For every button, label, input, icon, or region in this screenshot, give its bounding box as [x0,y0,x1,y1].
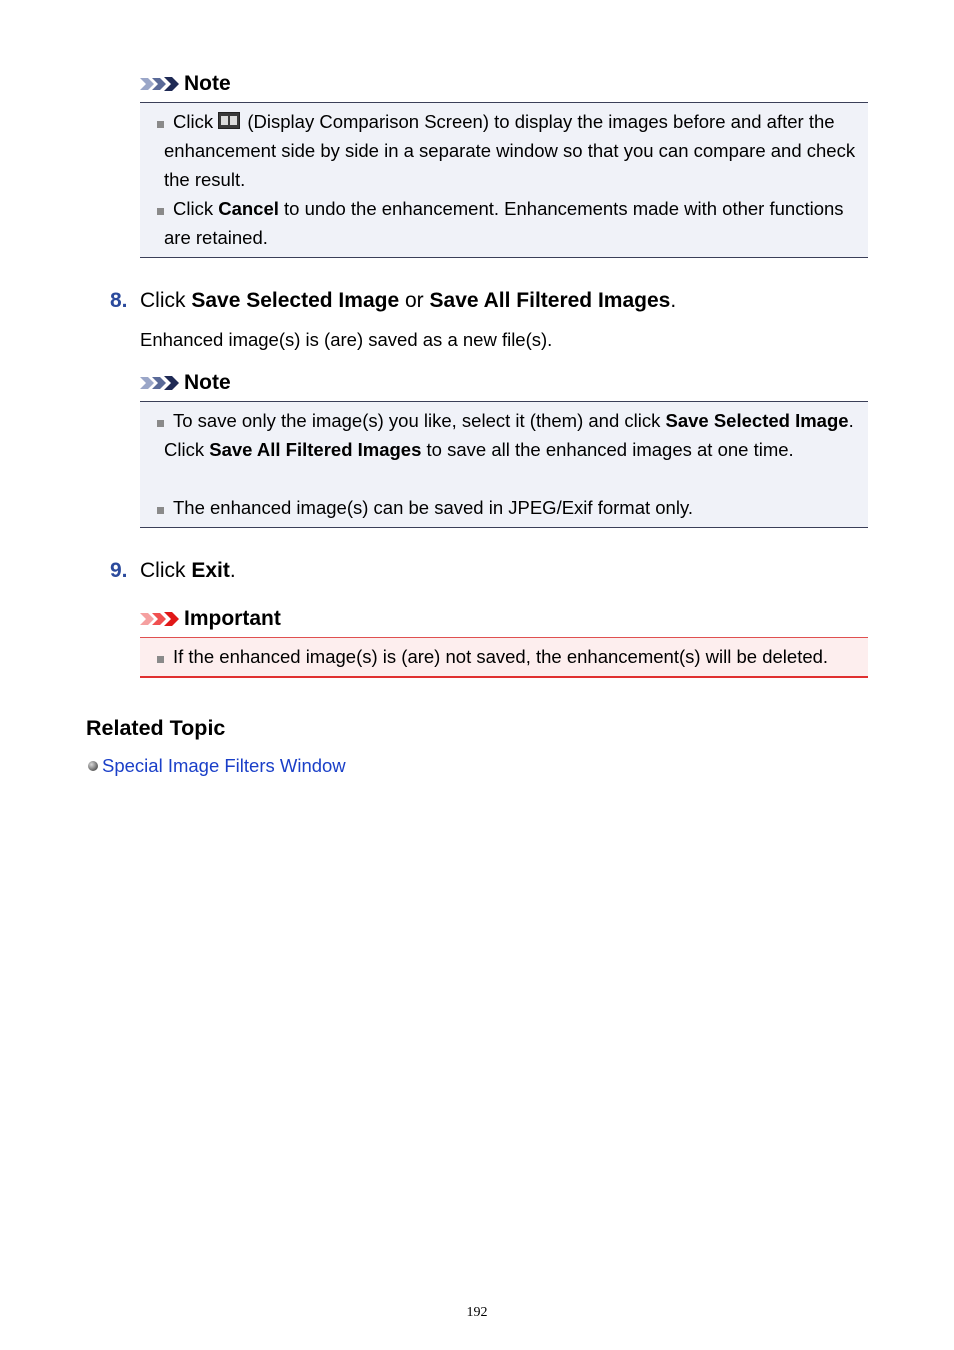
note-header [140,71,231,97]
note-box [140,401,868,528]
note-chevrons-icon [140,76,180,92]
bullet-icon [157,507,164,514]
step-8-description: Enhanced image(s) is (are) saved as a new file(s). [140,329,553,350]
step-number: 8. [110,289,128,312]
note-box [140,102,868,258]
important-title: Important [184,607,281,630]
page-number: 192 [466,1305,488,1320]
cancel-label: Cancel [218,198,279,219]
link-label: Special Image Filters Window [102,755,346,776]
note-item: Click Cancel to undo the enhancement. Enhancements made with other functions are retained. [164,194,862,252]
important-chevrons-icon [140,611,180,627]
bullet-icon [157,420,164,427]
note-chevrons-icon [140,375,180,391]
step-number: 9. [110,559,128,582]
bullet-icon [157,121,164,128]
note-item: Click (Display Comparison Screen) to display the images before and after the enhancement side by side in a separate window so that you can compare and check the result. [164,107,862,194]
bullet-icon [157,208,164,215]
important-header [140,606,281,632]
note-title: Note [184,371,231,394]
display-comparison-screen-icon [218,112,240,129]
important-box [140,637,868,678]
special-image-filters-window-link[interactable] [88,754,346,778]
step-9: 9. Click Exit. [110,559,236,582]
save-selected-image-label: Save Selected Image [191,289,400,312]
save-all-filtered-images-label: Save All Filtered Images [429,289,671,312]
bullet-icon [157,656,164,663]
exit-label: Exit [191,559,230,582]
link-bullet-icon [88,761,98,771]
note-item: To save only the image(s) you like, select it (them) and click Save Selected Image. Click Save All Filtered Images to save all the enhanced images at one time. [164,406,862,464]
note-item: The enhanced image(s) can be saved in JPEG/Exif format only. [164,493,862,522]
important-item: If the enhanced image(s) is (are) not saved, the enhancement(s) will be deleted. [164,642,862,671]
related-topic-heading: Related Topic [86,716,226,740]
note-header [140,370,231,396]
note-title: Note [184,72,231,95]
step-8: 8. Click Save Selected Image or Save All Filtered Images. [110,289,677,312]
